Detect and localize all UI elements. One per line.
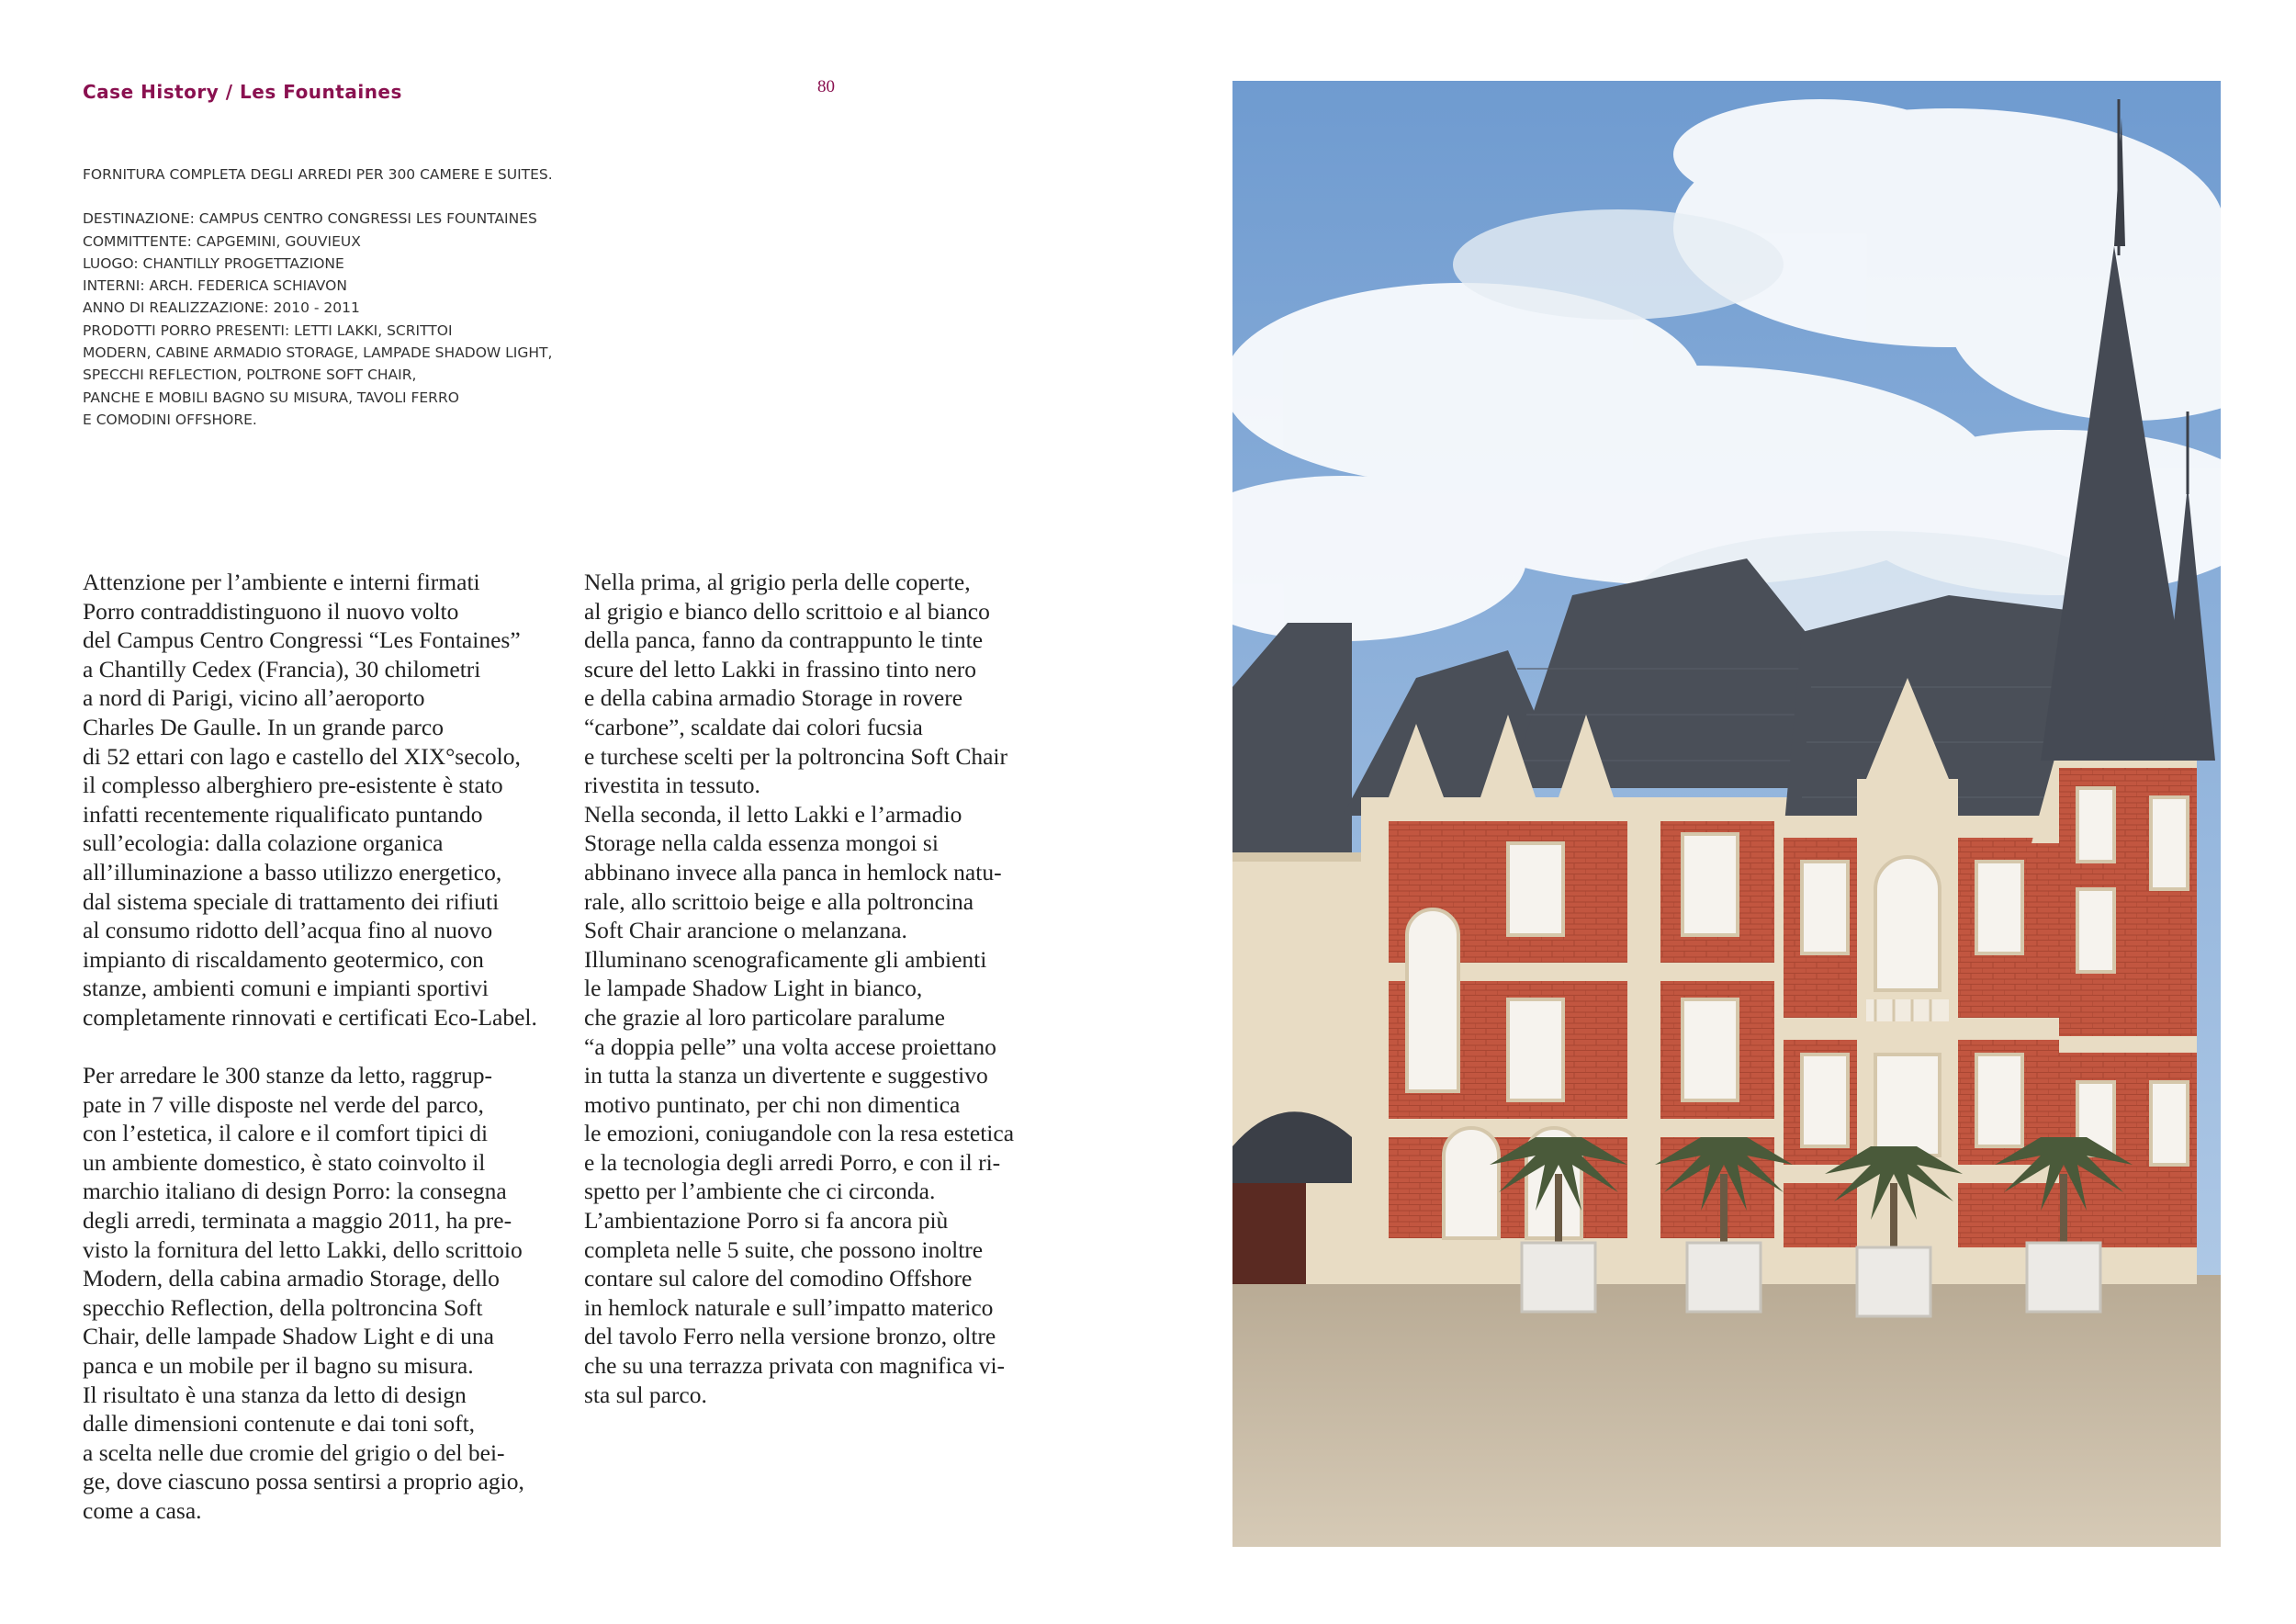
body-text-line: Nella prima, al grigio perla delle coperte, bbox=[584, 569, 971, 595]
spec-products: SPECCHI REFLECTION, POLTRONE SOFT CHAIR, bbox=[83, 367, 417, 384]
spec-client: COMMITTENTE: CAPGEMINI, GOUVIEUX bbox=[83, 232, 361, 250]
body-text-line: in hemlock naturale e sull’impatto materico bbox=[584, 1293, 994, 1321]
body-text-line: Attenzione per l’ambiente e interni firmati bbox=[83, 569, 480, 595]
spec-interiors: INTERNI: ARCH. FEDERICA SCHIAVON bbox=[83, 277, 347, 295]
body-text-line: Charles De Gaulle. In un grande parco bbox=[83, 713, 444, 740]
body-text-line: rale, allo scrittoio beige e alla poltroncina bbox=[584, 887, 974, 915]
specs-intro: FORNITURA COMPLETA DEGLI ARREDI PER 300 CAMERE E SUITES. bbox=[83, 166, 553, 183]
body-text-line: sull’ecologia: dalla colazione organica bbox=[83, 829, 444, 857]
body-text-line: ge, dove ciascuno possa sentirsi a proprio agio, bbox=[83, 1468, 524, 1495]
body-text-line: al grigio e bianco dello scrittoio e al bianco bbox=[584, 597, 990, 625]
body-text-line: all’illuminazione a basso utilizzo energetico, bbox=[83, 858, 502, 885]
spec-location: LUOGO: CHANTILLY PROGETTAZIONE bbox=[83, 254, 344, 272]
body-column-1 bbox=[83, 568, 579, 1526]
body-text-line: spetto per l’ambiente che ci circonda. bbox=[584, 1178, 936, 1205]
body-text-line: come a casa. bbox=[83, 1497, 202, 1524]
body-text-line: le lampade Shadow Light in bianco, bbox=[584, 975, 923, 1002]
body-text-line: Per arredare le 300 stanze da letto, raggrup- bbox=[83, 1062, 493, 1089]
body-text-line: degli arredi, terminata a maggio 2011, ha pre- bbox=[83, 1207, 512, 1235]
body-text-line: Illuminano scenograficamente gli ambienti bbox=[584, 945, 987, 973]
chateau-image bbox=[1232, 81, 2221, 1547]
chateau-photo bbox=[1232, 81, 2221, 1547]
body-text-line: Porro contraddistinguono il nuovo volto bbox=[83, 597, 459, 625]
body-text-line: “a doppia pelle” una volta accese proiettano bbox=[584, 1032, 996, 1060]
body-text-line: della panca, fanno da contrappunto le tinte bbox=[584, 626, 984, 654]
body-text-line: abbinano invece alla panca in hemlock natu- bbox=[584, 858, 1002, 885]
body-text-line: in tutta la stanza un divertente e suggestivo bbox=[584, 1062, 988, 1089]
spec-products: PANCHE E MOBILI BAGNO SU MISURA, TAVOLI FERRO bbox=[83, 389, 459, 406]
body-text-line: scure del letto Lakki in frassino tinto nero bbox=[584, 655, 977, 682]
body-text-line: del tavolo Ferro nella versione bronzo, oltre bbox=[584, 1323, 996, 1350]
project-specs bbox=[83, 164, 634, 431]
body-text-line: panca e un mobile per il bagno su misura. bbox=[83, 1352, 474, 1380]
body-text-line: a nord di Parigi, vicino all’aeroporto bbox=[83, 684, 425, 712]
body-text-line: stanze, ambienti comuni e impianti sportivi bbox=[83, 975, 489, 1002]
body-text-line: L’ambientazione Porro si fa ancora più bbox=[584, 1207, 949, 1235]
spec-products: E COMODINI OFFSHORE. bbox=[83, 411, 257, 428]
body-text-line: sta sul parco. bbox=[584, 1381, 707, 1408]
body-text-line: Il risultato è una stanza da letto di design bbox=[83, 1381, 467, 1408]
spec-products: PRODOTTI PORRO PRESENTI: LETTI LAKKI, SCRITTOI bbox=[83, 321, 453, 339]
body-text-line: e turchese scelti per la poltroncina Soft Chair bbox=[584, 742, 1007, 770]
body-text-line: completa nelle 5 suite, che possono inoltre bbox=[584, 1235, 984, 1263]
body-text-line: infatti recentemente riqualificato puntando bbox=[83, 800, 483, 828]
body-text-line: a scelta nelle due cromie del grigio o del bei- bbox=[83, 1438, 505, 1466]
body-text-line: Modern, della cabina armadio Storage, dello bbox=[83, 1265, 500, 1292]
body-text-line: dal sistema speciale di trattamento dei rifiuti bbox=[83, 887, 500, 915]
spec-destination: DESTINAZIONE: CAMPUS CENTRO CONGRESSI LES FOUNTAINES bbox=[83, 210, 537, 228]
body-text-line: e della cabina armadio Storage in rovere bbox=[584, 684, 963, 712]
body-text-line: Storage nella calda essenza mongoi si bbox=[584, 829, 939, 857]
body-text-line: un ambiente domestico, è stato coinvolto il bbox=[83, 1148, 486, 1176]
body-text-line: a Chantilly Cedex (Francia), 30 chilometri bbox=[83, 655, 481, 682]
body-text-line: “carbone”, scaldate dai colori fucsia bbox=[584, 713, 923, 740]
body-text-line: marchio italiano di design Porro: la consegna bbox=[83, 1178, 507, 1205]
body-text-line: Chair, delle lampade Shadow Light e di una bbox=[83, 1323, 494, 1350]
body-text-line: impianto di riscaldamento geotermico, con bbox=[83, 945, 484, 973]
body-text-line: del Campus Centro Congressi “Les Fontaines” bbox=[83, 626, 521, 654]
body-text-line: rivestita in tessuto. bbox=[584, 772, 760, 799]
body-text-line: dalle dimensioni contenute e dai toni soft, bbox=[83, 1410, 476, 1438]
body-text-line: il complesso alberghiero pre-esistente è stato bbox=[83, 772, 503, 799]
body-text-line: visto la fornitura del letto Lakki, dello scrittoio bbox=[83, 1235, 523, 1263]
body-text-line: contare sul calore del comodino Offshore bbox=[584, 1265, 973, 1292]
spec-products: MODERN, CABINE ARMADIO STORAGE, LAMPADE SHADOW LIGHT, bbox=[83, 344, 553, 362]
body-text-line: Soft Chair arancione o melanzana. bbox=[584, 917, 907, 944]
body-text-line: al consumo ridotto dell’acqua fino al nuovo bbox=[83, 917, 493, 944]
spec-year: ANNO DI REALIZZAZIONE: 2010 - 2011 bbox=[83, 299, 360, 317]
body-column-2 bbox=[584, 568, 1080, 1409]
body-text-line: che su una terrazza privata con magnifica vi- bbox=[584, 1352, 1006, 1380]
body-text-line: specchio Reflection, della poltroncina Soft bbox=[83, 1293, 483, 1321]
body-text-line: Nella seconda, il letto Lakki e l’armadio bbox=[584, 800, 962, 828]
paragraph-break bbox=[83, 1032, 579, 1062]
body-text-line: motivo puntinato, per chi non dimentica bbox=[584, 1090, 961, 1118]
section-title: Case History / Les Fountaines bbox=[83, 81, 402, 103]
body-text-line: e la tecnologia degli arredi Porro, e con il ri- bbox=[584, 1148, 1001, 1176]
body-text-line: con l’estetica, il calore e il comfort tipici di bbox=[83, 1120, 489, 1147]
body-text-line: pate in 7 ville disposte nel verde del parco, bbox=[83, 1090, 484, 1118]
body-text-line: di 52 ettari con lago e castello del XIX°secolo, bbox=[83, 742, 521, 770]
body-text-line: che grazie al loro particolare paralume bbox=[584, 1003, 945, 1031]
body-text-line: completamente rinnovati e certificati Eco-Label. bbox=[83, 1003, 537, 1031]
body-text-line: le emozioni, coniugandole con la resa estetica bbox=[584, 1120, 1015, 1147]
page-number: 80 bbox=[817, 77, 835, 96]
